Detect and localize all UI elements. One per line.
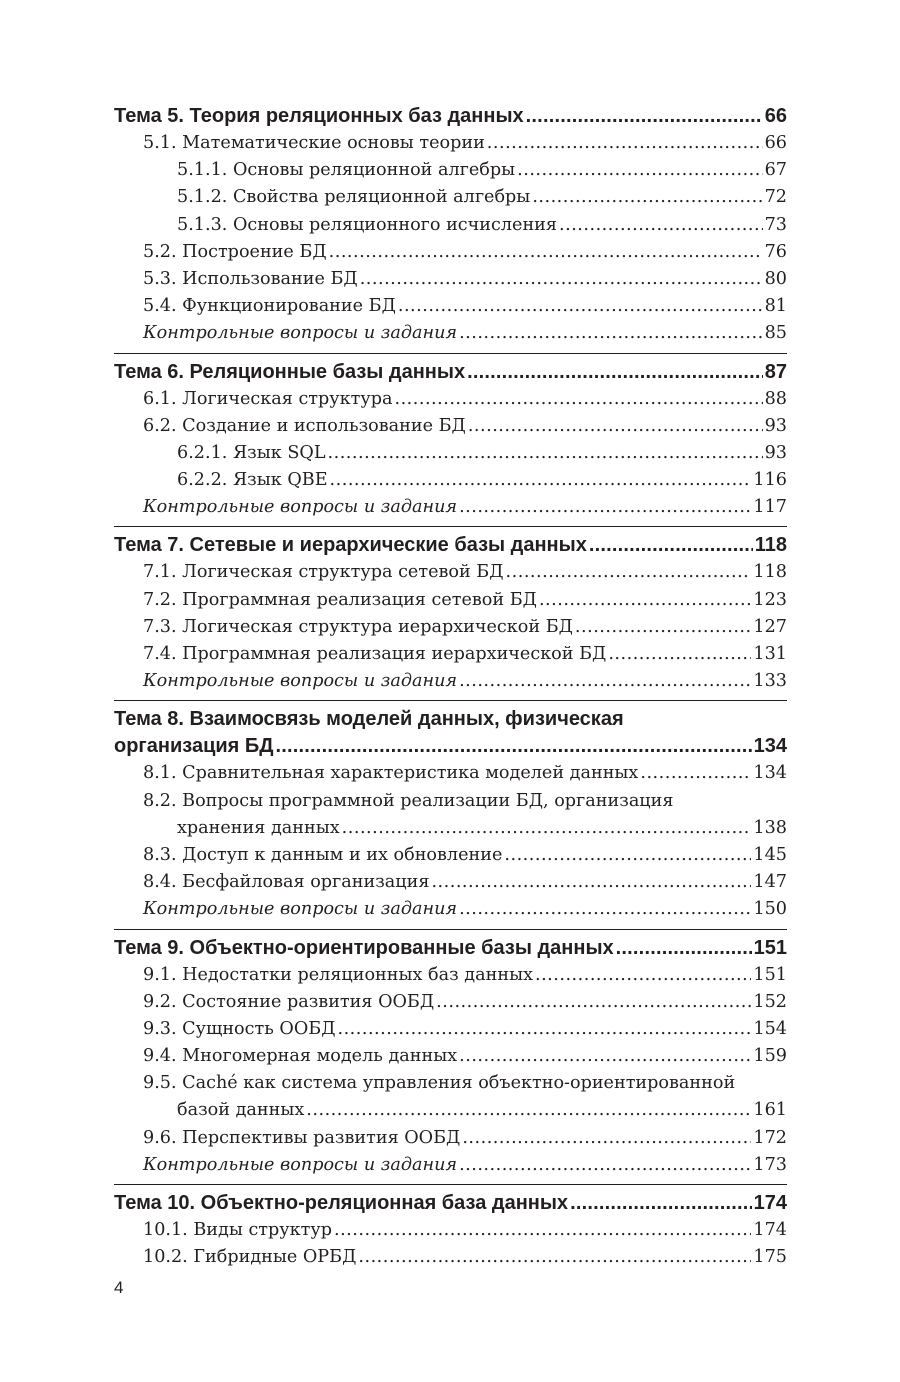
entry-page: 116: [753, 470, 787, 491]
entry-page: 66: [764, 133, 787, 153]
toc-entry[interactable]: [114, 413, 787, 440]
toc-topic-heading[interactable]: [114, 532, 787, 559]
entry-page: 118: [753, 562, 787, 583]
topic-page: 118: [754, 534, 787, 557]
toc-entry[interactable]: [114, 130, 787, 157]
toc-entry[interactable]: [114, 989, 787, 1016]
entry-title: 5.3. Использование БД: [143, 268, 358, 289]
topic-page: 134: [753, 735, 787, 758]
dot-leader: [506, 559, 752, 586]
entry-title-line1[interactable]: 9.5. Caché как система управления объектно-ориентированной: [143, 1073, 736, 1094]
toc-entry-questions[interactable]: [114, 494, 787, 521]
toc-topic-6: [114, 353, 787, 522]
dot-leader: [342, 815, 752, 842]
topic-title-line2: организация БД: [114, 735, 274, 758]
entry-title: 8.1. Сравнительная характеристика моделей данных: [143, 763, 639, 784]
dot-leader: [640, 760, 751, 787]
entry-title: 7.1. Логическая структура сетевой БД: [143, 562, 504, 583]
toc-topic-9: [114, 929, 787, 1180]
topic-title: Тема 9. Объектно-ориентированные базы данных: [114, 936, 614, 959]
topic-title: Тема 6. Реляционные базы данных: [114, 360, 466, 383]
entry-title: 9.2. Состояние развития ООБД: [143, 991, 435, 1012]
entry-title: 5.1.3. Основы реляционного исчисления: [177, 214, 558, 235]
entry-page: 138: [753, 817, 787, 838]
entry-page: 72: [764, 187, 787, 208]
dot-leader: [459, 1043, 751, 1070]
dot-leader: [504, 842, 751, 869]
entry-page: 145: [753, 844, 787, 865]
entry-title-line2: базой данных: [177, 1100, 305, 1121]
toc-entry[interactable]: [114, 760, 787, 787]
toc-entry-questions[interactable]: [114, 896, 787, 923]
toc-entry[interactable]: [114, 212, 787, 239]
entry-title: 5.1. Математические основы теории: [143, 133, 485, 153]
toc-entry[interactable]: [114, 293, 787, 320]
entry-page: 172: [753, 1127, 787, 1148]
toc-topic-heading[interactable]: [114, 1190, 787, 1217]
dot-leader: [459, 668, 751, 695]
entry-page: 151: [753, 964, 787, 985]
dot-leader: [575, 614, 751, 641]
entry-page: 161: [753, 1100, 787, 1121]
table-of-contents: [114, 100, 787, 1271]
entry-title: 7.2. Программная реализация сетевой БД: [143, 589, 537, 610]
topic-title: Тема 7. Сетевые и иерархические базы данных: [114, 534, 587, 557]
entry-page: 150: [753, 899, 787, 920]
toc-entry-questions[interactable]: [114, 668, 787, 695]
entry-title: 6.2.1. Язык SQL: [177, 442, 326, 463]
entry-title: 9.3. Сущность ООБД: [143, 1018, 336, 1039]
entry-title: 10.2. Гибридные ОРБД: [143, 1247, 357, 1268]
dot-leader: [517, 157, 762, 184]
entry-page: 147: [753, 872, 787, 893]
dot-leader: [487, 130, 763, 157]
entry-title: 10.1. Виды структур: [143, 1220, 332, 1240]
dot-leader: [436, 989, 751, 1016]
dot-leader: [570, 1190, 752, 1217]
entry-title: 7.4. Программная реализация иерархической БД: [143, 644, 607, 664]
toc-topic-8: [114, 700, 787, 923]
dot-leader: [330, 467, 752, 494]
entry-title-line2: хранения данных: [177, 817, 340, 838]
dot-leader: [329, 239, 763, 266]
entry-page: 127: [753, 616, 787, 637]
entry-title: 8.3. Доступ к данным и их обновление: [143, 844, 503, 865]
entry-title: Контрольные вопросы и задания: [143, 899, 458, 920]
dot-leader: [459, 896, 751, 923]
dot-leader: [459, 494, 751, 521]
entry-title: 9.4. Многомерная модель данных: [143, 1046, 458, 1067]
entry-page: 152: [753, 991, 787, 1012]
page-number: 4: [114, 1278, 124, 1297]
dot-leader: [468, 413, 763, 440]
toc-entry[interactable]: [114, 239, 787, 266]
toc-entry[interactable]: [114, 1097, 787, 1124]
entry-page: 131: [753, 644, 787, 664]
dot-leader: [459, 320, 763, 347]
topic-page: 66: [764, 105, 787, 127]
dot-leader: [616, 935, 752, 962]
entry-title: 6.2.2. Язык QBE: [177, 470, 328, 491]
toc-entry[interactable]: [114, 440, 787, 467]
entry-page: 85: [764, 323, 787, 344]
entry-page: 123: [753, 589, 787, 610]
dot-leader: [526, 103, 763, 130]
entry-page: 73: [764, 214, 787, 235]
entry-page: 173: [753, 1154, 787, 1175]
entry-page: 175: [753, 1247, 787, 1268]
entry-title: 5.1.1. Основы реляционной алгебры: [177, 160, 516, 181]
topic-page: 87: [764, 360, 787, 383]
entry-title: 6.1. Логическая структура: [143, 388, 393, 409]
toc-entry[interactable]: [114, 1016, 787, 1043]
toc-topic-heading[interactable]: [114, 103, 787, 130]
dot-leader: [338, 1016, 752, 1043]
entry-title: 5.2. Построение БД: [143, 241, 327, 262]
dot-leader: [532, 184, 762, 211]
entry-title: Контрольные вопросы и задания: [143, 497, 458, 518]
toc-entry[interactable]: [114, 962, 787, 989]
toc-entry-questions[interactable]: [114, 1152, 787, 1179]
topic-title: Тема 10. Объектно-реляционная база данных: [114, 1192, 569, 1214]
entry-page: 81: [764, 296, 787, 317]
toc-entry[interactable]: [114, 467, 787, 494]
toc-topic-7: [114, 526, 787, 695]
entry-page: 76: [764, 241, 787, 262]
toc-entry[interactable]: [114, 587, 787, 614]
topic-page: 151: [753, 936, 787, 959]
entry-title-line1[interactable]: 8.2. Вопросы программной реализации БД, организация: [143, 790, 674, 811]
toc-entry[interactable]: [114, 1217, 787, 1244]
dot-leader: [328, 440, 763, 467]
toc-entry[interactable]: [114, 386, 787, 413]
entry-title: 5.4. Функционирование БД: [143, 296, 396, 317]
toc-entry[interactable]: [114, 1043, 787, 1070]
topic-title-line1[interactable]: Тема 8. Взаимосвязь моделей данных, физическая: [114, 708, 624, 731]
dot-leader: [306, 1097, 751, 1124]
dot-leader: [559, 212, 763, 239]
entry-title: 8.4. Бесфайловая организация: [143, 872, 430, 893]
dot-leader: [334, 1217, 751, 1244]
toc-entry-questions[interactable]: [114, 320, 787, 347]
toc-topic-5: [114, 103, 787, 348]
toc-entry[interactable]: [114, 559, 787, 586]
dot-leader: [459, 1152, 751, 1179]
entry-page: 133: [753, 671, 787, 692]
entry-page: 117: [753, 497, 787, 518]
dot-leader: [360, 266, 763, 293]
dot-leader: [431, 869, 751, 896]
toc-entry[interactable]: [114, 1125, 787, 1152]
entry-page: 93: [764, 442, 787, 463]
entry-title: 5.1.2. Свойства реляционной алгебры: [177, 187, 531, 208]
entry-page: 154: [753, 1018, 787, 1039]
entry-title: 7.3. Логическая структура иерархической БД: [143, 616, 573, 637]
entry-title: 9.6. Перспективы развития ООБД: [143, 1127, 461, 1148]
dot-leader: [589, 532, 753, 559]
toc-entry[interactable]: [114, 184, 787, 211]
entry-title: Контрольные вопросы и задания: [143, 323, 458, 344]
dot-leader: [276, 733, 752, 760]
entry-page: 80: [764, 268, 787, 289]
toc-entry[interactable]: [114, 1244, 787, 1271]
toc-entry[interactable]: [114, 842, 787, 869]
toc-topic-heading[interactable]: [114, 359, 787, 386]
topic-title: Тема 5. Теория реляционных баз данных: [114, 105, 524, 127]
toc-topic-heading[interactable]: [114, 733, 787, 760]
entry-page: 67: [764, 160, 787, 181]
toc-entry[interactable]: [114, 266, 787, 293]
dot-leader: [462, 1125, 751, 1152]
dot-leader: [608, 641, 751, 668]
entry-page: 159: [753, 1046, 787, 1067]
toc-entry[interactable]: [114, 641, 787, 668]
dot-leader: [395, 386, 763, 413]
toc-entry[interactable]: [114, 815, 787, 842]
dot-leader: [535, 962, 751, 989]
dot-leader: [358, 1244, 751, 1271]
toc-entry[interactable]: [114, 614, 787, 641]
entry-page: 93: [764, 415, 787, 436]
dot-leader: [539, 587, 751, 614]
entry-page: 134: [753, 763, 787, 784]
dot-leader: [467, 359, 763, 386]
toc-topic-10: [114, 1184, 787, 1271]
topic-page: 174: [753, 1192, 787, 1214]
toc-entry[interactable]: [114, 869, 787, 896]
toc-entry[interactable]: [114, 157, 787, 184]
entry-page: 88: [764, 388, 787, 409]
entry-title: 6.2. Создание и использование БД: [143, 415, 466, 436]
entry-title: Контрольные вопросы и задания: [143, 1154, 458, 1175]
entry-title: Контрольные вопросы и задания: [143, 671, 458, 692]
dot-leader: [398, 293, 763, 320]
entry-title: 9.1. Недостатки реляционных баз данных: [143, 964, 533, 985]
toc-topic-heading[interactable]: [114, 935, 787, 962]
entry-page: 174: [753, 1220, 787, 1240]
